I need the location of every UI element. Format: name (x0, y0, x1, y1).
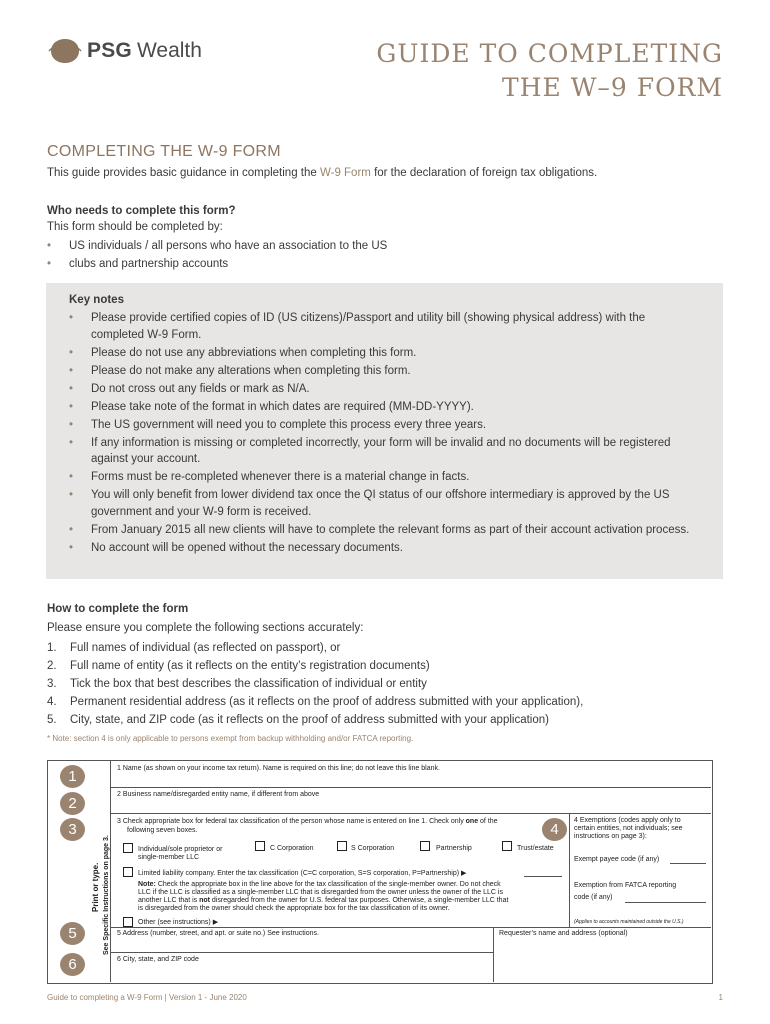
field-5-separator (111, 927, 711, 928)
partnership-label: Partnership (436, 845, 472, 852)
field-3-text-c: of the (478, 818, 498, 825)
brand-name-bold: PSG (87, 39, 132, 62)
list-item: • No account will be opened without the necessary documents. (69, 540, 699, 557)
list-item: • Please do not make any alterations when completing this form. (69, 363, 699, 380)
field-2-input[interactable] (111, 813, 711, 814)
who-lead: This form should be completed by: (47, 221, 223, 233)
section-badge-1: 1 (60, 765, 85, 788)
llc-note-line4: is disregarded from the owner should check the appropriate box for the tax classification of its owner. (138, 905, 450, 912)
fatca-label-2: code (if any) (574, 894, 613, 901)
step-text: Permanent residential address (as it reflects on the proof of address submitted with your application), (70, 696, 584, 708)
note-label: Note: (138, 881, 156, 888)
how-steps-list (47, 639, 747, 729)
note-text-3b: not (199, 897, 210, 904)
list-item: • clubs and partnership accounts (47, 255, 727, 273)
step-number: 1. (47, 642, 57, 654)
list-item (47, 657, 747, 675)
side-instructions-label: See Specific Instructions on page 3. (103, 835, 110, 955)
guide-title-line2: THE W–9 FORM (502, 73, 723, 102)
requester-divider (493, 927, 494, 982)
who-heading: Who needs to complete this form? (47, 205, 236, 217)
guide-title-line1: GUIDE TO COMPLETING (376, 39, 723, 68)
section-title: COMPLETING THE W-9 FORM (47, 143, 281, 160)
how-note: * Note: section 4 is only applicable to persons exempt from backup withholding and/or FATCA reporting. (47, 734, 414, 743)
exemptions-label-2: certain entities, not individuals; see (574, 825, 683, 832)
step-text: Tick the box that best describes the classification of individual or entity (70, 678, 427, 690)
psg-emblem-icon (47, 36, 83, 66)
llc-classification-input[interactable] (524, 876, 562, 877)
exemptions-label-1: 4 Exemptions (codes apply only to (574, 817, 681, 824)
field-3-label-line2: following seven boxes. (127, 827, 198, 834)
intro-pre: This guide provides basic guidance in completing the (47, 167, 320, 179)
llc-checkbox[interactable] (123, 867, 133, 877)
list-item: • If any information is missing or completed incorrectly, your form will be invalid and no documents will be registered against your account. (69, 435, 699, 468)
c-corporation-checkbox[interactable] (255, 841, 265, 851)
who-list (47, 237, 727, 273)
field-6-label: 6 City, state, and ZIP code (117, 956, 199, 963)
note-text-1: Check the appropriate box in the line above for the tax classification of the single-member owner. Do not check (155, 881, 501, 888)
note-text-3c: disregarded from the owner for U.S. federal tax purposes. Otherwise, a single-member LLC that (209, 897, 509, 904)
list-item: • Do not cross out any fields or mark as N/A. (69, 381, 699, 398)
exempt-payee-label: Exempt payee code (if any) (574, 856, 660, 863)
list-item: • You will only benefit from lower dividend tax once the QI status of our offshore intermediary is approved by the US government and your W-9 form is received. (69, 487, 699, 520)
field-5-label: 5 Address (number, street, and apt. or suite no.) See instructions. (117, 930, 319, 937)
step-text: Full names of individual (as reflected on passport), or (70, 642, 341, 654)
field-5-input[interactable] (111, 952, 493, 953)
page-number: 1 (718, 993, 723, 1002)
other-checkbox[interactable] (123, 917, 133, 927)
brand-logo (47, 36, 202, 66)
individual-label: Individual/sole proprietor or (138, 846, 223, 853)
s-corporation-label: S Corporation (351, 845, 395, 852)
how-heading: How to complete the form (47, 603, 189, 615)
list-item (47, 675, 747, 693)
fatca-label-1: Exemption from FATCA reporting (574, 882, 677, 889)
c-corporation-label: C Corporation (270, 845, 314, 852)
exempt-payee-input[interactable] (670, 863, 706, 864)
section-badge-3: 3 (60, 818, 85, 841)
llc-note-line2: LLC if the LLC is classified as a single-member LLC that is disregarded from the owner unless the owner of the LLC is (138, 889, 503, 896)
exemptions-label-3: instructions on page 3): (574, 833, 647, 840)
step-text: City, state, and ZIP code (as it reflects on the proof of address submitted with your application) (70, 714, 549, 726)
guide-title (376, 37, 723, 105)
section-badge-4: 4 (542, 818, 567, 841)
field-3-label (117, 817, 498, 826)
list-item: • Please provide certified copies of ID (US citizens)/Passport and utility bill (showing physical address) with the completed W-9 Form. (69, 310, 699, 343)
footer-text: Guide to completing a W-9 Form | Version 1 - June 2020 (47, 993, 247, 1002)
individual-checkbox[interactable] (123, 843, 133, 853)
other-label: Other (see instructions) ▶ (138, 919, 219, 926)
section-badge-6: 6 (60, 953, 85, 976)
field-3-text-b: one (465, 818, 479, 825)
step-number: 5. (47, 714, 57, 726)
list-item (47, 693, 747, 711)
w9-form-link[interactable]: W-9 Form (319, 167, 371, 179)
field-3-text-a: 3 Check appropriate box for federal tax classification of the person whose name is entered on line 1. Check only (117, 818, 466, 825)
list-item: • US individuals / all persons who have an association to the US (47, 237, 727, 255)
requester-label: Requester’s name and address (optional) (499, 930, 628, 937)
llc-label: Limited liability company. Enter the tax classification (C=C corporation, S=S corporation, P=Partnership) ▶ (138, 870, 467, 877)
list-item: • The US government will need you to complete this process every three years. (69, 417, 699, 434)
trust-estate-checkbox[interactable] (502, 841, 512, 851)
list-item (47, 711, 747, 729)
field-3-divider (569, 813, 570, 927)
side-print-label: Print or type. (91, 862, 100, 912)
step-number: 2. (47, 660, 57, 672)
individual-label-line2: single-member LLC (138, 854, 200, 861)
intro-paragraph (47, 167, 597, 179)
list-item: • From January 2015 all new clients will have to complete the relevant forms as part of their account activation process. (69, 522, 699, 539)
key-notes-heading: Key notes (69, 294, 124, 306)
s-corporation-checkbox[interactable] (337, 841, 347, 851)
intro-post: for the declaration of foreign tax obligations. (370, 167, 598, 179)
partnership-checkbox[interactable] (420, 841, 430, 851)
list-item: • Please do not use any abbreviations when completing this form. (69, 345, 699, 362)
key-notes-list (69, 310, 699, 558)
trust-estate-label: Trust/estate (517, 845, 554, 852)
list-item: • Forms must be re-completed whenever there is a material change in facts. (69, 469, 699, 486)
field-1-input[interactable] (111, 787, 711, 788)
fatca-code-input[interactable] (625, 902, 706, 903)
section-badge-2: 2 (60, 792, 85, 815)
note-text-3a: another LLC that is (138, 897, 200, 904)
step-number: 4. (47, 696, 57, 708)
list-item (47, 639, 747, 657)
fatca-applies-note: (Applies to accounts maintained outside the U.S.) (574, 919, 684, 925)
brand-name-light: Wealth (136, 39, 202, 62)
step-text: Full name of entity (as it reflects on the entity’s registration documents) (70, 660, 430, 672)
section-badge-5: 5 (60, 922, 85, 945)
field-1-label: 1 Name (as shown on your income tax return). Name is required on this line; do not leave this line blank. (117, 765, 440, 772)
field-2-label: 2 Business name/disregarded entity name, if different from above (117, 791, 320, 798)
how-lead: Please ensure you complete the following sections accurately: (47, 622, 364, 634)
list-item: • Please take note of the format in which dates are required (MM-DD-YYYY). (69, 399, 699, 416)
step-number: 3. (47, 678, 57, 690)
